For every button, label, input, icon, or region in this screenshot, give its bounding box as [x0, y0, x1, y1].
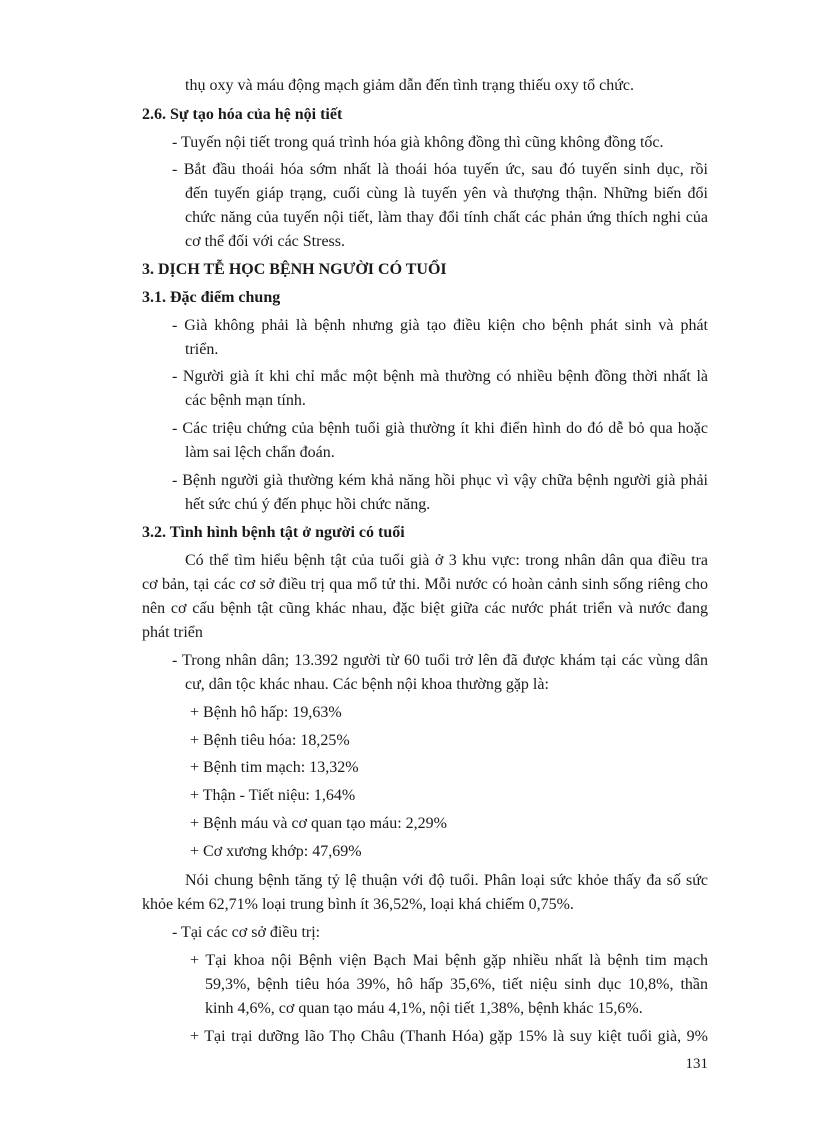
text-line: đến tuyến giáp trạng, cuối cùng là tuyến yên và thượng thận. Những biến đổi: [185, 185, 708, 202]
list-item: + Bệnh máu và cơ quan tạo máu: 2,29%: [190, 815, 447, 832]
text-line: - Các triệu chứng của bệnh tuổi già thường ít khi điển hình do đó dễ bỏ qua hoặc: [172, 420, 708, 437]
text-line: phát triển: [142, 624, 203, 641]
text-line: Có thể tìm hiểu bệnh tật của tuổi già ở 3 khu vực: trong nhân dân qua điều tra: [185, 552, 708, 569]
text-line: 59,3%, bệnh tiêu hóa 39%, hô hấp 35,6%, tiết niệu sinh dục 10,8%, thần: [205, 976, 708, 993]
text-line: chức năng của tuyến nội tiết, làm thay đổi tính chất các phản ứng thích nghi của: [185, 209, 708, 226]
text-line: cơ bản, tại các cơ sở điều trị qua mổ tử thi. Mỗi nước có hoàn cảnh sinh sống riêng cho: [142, 576, 708, 593]
text-line: khỏe kém 62,71% loại trung bình ít 36,52%, loại khá chiếm 0,75%.: [142, 896, 574, 913]
list-item: + Thận - Tiết niệu: 1,64%: [190, 787, 356, 804]
text-line: triển.: [185, 341, 219, 358]
text-line: + Tại trại dưỡng lão Thọ Châu (Thanh Hóa) gặp 15% là suy kiệt tuổi già, 9%: [190, 1028, 708, 1045]
text-line: - Người già ít khi chỉ mắc một bệnh mà thường có nhiều bệnh đồng thời nhất là: [172, 368, 708, 385]
list-item: + Bệnh tiêu hóa: 18,25%: [190, 732, 350, 749]
section-heading-3-1: 3.1. Đặc điểm chung: [142, 289, 281, 306]
section-heading-3: 3. DỊCH TỄ HỌC BỆNH NGƯỜI CÓ TUỔI: [142, 261, 447, 278]
text-line: cư, dân tộc khác nhau. Các bệnh nội khoa thường gặp là:: [185, 676, 549, 693]
text-line: - Tuyến nội tiết trong quá trình hóa già không đồng thì cũng không đồng tốc.: [172, 134, 664, 151]
text-line: nên cơ cấu bệnh tật cũng khác nhau, đặc biệt giữa các nước phát triển và nước đang: [142, 600, 708, 617]
text-line: + Tại khoa nội Bệnh viện Bạch Mai bệnh gặp nhiều nhất là bệnh tim mạch: [190, 952, 708, 969]
text-line: - Già không phải là bệnh nhưng già tạo điều kiện cho bệnh phát sinh và phát: [172, 317, 708, 334]
text-line: làm sai lệch chẩn đoán.: [185, 444, 335, 461]
list-item: + Bệnh hô hấp: 19,63%: [190, 704, 342, 721]
text-line: thụ oxy và máu động mạch giảm dẫn đến tình trạng thiếu oxy tổ chức.: [185, 77, 635, 94]
text-line: - Bắt đầu thoái hóa sớm nhất là thoái hóa tuyến ức, sau đó tuyến sinh dục, rồi: [172, 161, 708, 178]
text-line: kinh 4,6%, cơ quan tạo máu 4,1%, nội tiết 1,38%, bệnh khác 15,6%.: [205, 1000, 643, 1017]
text-line: - Bệnh người già thường kém khả năng hồi phục vì vậy chữa bệnh người già phải: [172, 472, 708, 489]
section-heading-3-2: 3.2. Tình hình bệnh tật ở người có tuổi: [142, 524, 405, 541]
text-line: các bệnh mạn tính.: [185, 392, 306, 409]
text-line: hết sức chú ý đến phục hồi chức năng.: [185, 496, 431, 513]
page-number: 131: [685, 1056, 708, 1072]
text-line: - Trong nhân dân; 13.392 người từ 60 tuổi trở lên đã được khám tại các vùng dân: [172, 652, 708, 669]
text-line: cơ thể đối với các Stress.: [185, 233, 345, 250]
text-line: Nói chung bệnh tăng tỷ lệ thuận với độ tuổi. Phân loại sức khỏe thấy đa số sức: [185, 872, 708, 889]
section-heading-2-6: 2.6. Sự tạo hóa của hệ nội tiết: [142, 106, 343, 123]
text-line: - Tại các cơ sở điều trị:: [172, 924, 321, 941]
list-item: + Cơ xương khớp: 47,69%: [190, 843, 362, 860]
list-item: + Bệnh tim mạch: 13,32%: [190, 759, 359, 776]
